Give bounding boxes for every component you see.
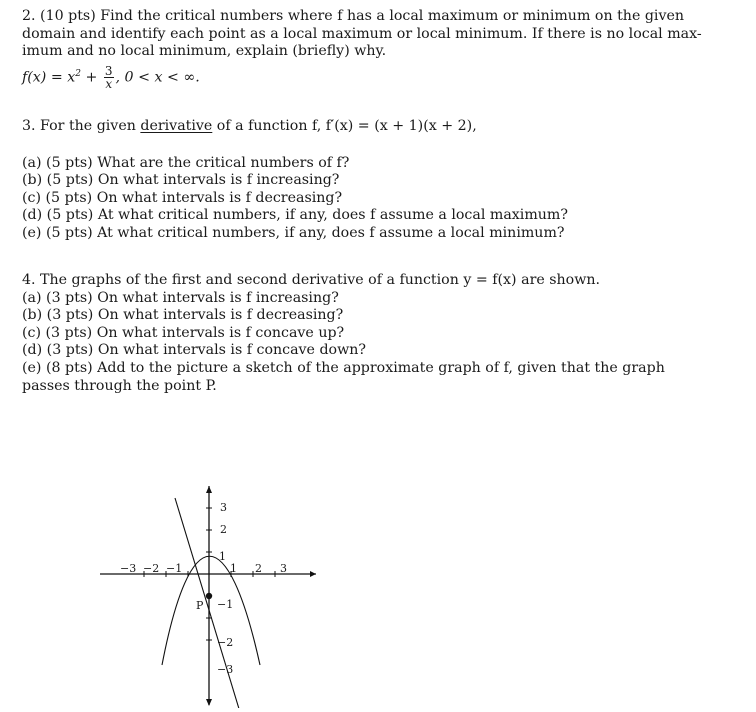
x-tick-label: −3 (120, 562, 137, 575)
q2-func-domain: , 0 < x < ∞. (115, 69, 200, 86)
q4-intro: 4. The graphs of the first and second derivative of a function y = f(x) are shown. (22, 272, 601, 288)
question-3 (22, 118, 722, 243)
x-tick-label: 1 (230, 562, 237, 575)
derivative-graph (100, 480, 320, 708)
y-tick-label: 1 (219, 550, 226, 563)
q4-part-a: (a) (3 pts) On what intervals is f increasing? (22, 289, 339, 306)
x-tick-label: −2 (143, 562, 160, 575)
y-axis-arrow-up (206, 486, 212, 493)
y-tick-label: −1 (217, 598, 234, 611)
y-axis-arrow-down (206, 699, 212, 706)
q2-func-plus: + (80, 69, 102, 86)
q3-intro (22, 118, 722, 136)
q3-part-d: (d) (5 pts) At what critical numbers, if any, does f assume a local maximum? (22, 207, 568, 224)
q3-intro-underlined: derivative (140, 118, 213, 134)
q4-part-e: (e) (8 pts) Add to the picture a sketch of the approximate graph of f, given that the graph (22, 359, 665, 376)
q3-part-b: (b) (5 pts) On what intervals is f increasing? (22, 172, 340, 189)
x-tick-label: 2 (255, 562, 262, 575)
q4-part-c: (c) (3 pts) On what intervals is f concave up? (22, 324, 345, 341)
x-axis-arrow (310, 571, 316, 577)
y-tick-label: 2 (220, 523, 227, 536)
y-tick-label: −3 (217, 663, 234, 676)
q3-part-a: (a) (5 pts) What are the critical numbers of f? (22, 154, 350, 171)
point-p-marker (206, 593, 212, 599)
q2-function (22, 65, 722, 90)
x-tick-label: −1 (166, 562, 183, 575)
q4-part-d: (d) (3 pts) On what intervals is f concave down? (22, 342, 366, 359)
y-tick-label: −2 (217, 636, 234, 649)
q2-fraction (104, 65, 114, 90)
question-4 (22, 272, 722, 395)
point-p-label: P (196, 599, 204, 612)
q2-line-3: imum and no local minimum, explain (briefly) why. (22, 43, 387, 60)
q2-line-1: 2. (10 pts) Find the critical numbers where f has a local maximum or minimum on the given (22, 8, 685, 24)
q4-part-e-cont: passes through the point P. (22, 377, 217, 394)
q2-frac-den: x (105, 76, 113, 91)
q3-intro-pre: 3. For the given (22, 118, 141, 134)
q3-part-e: (e) (5 pts) At what critical numbers, if any, does f assume a local minimum? (22, 224, 565, 241)
q2-func-exponent: 2 (75, 68, 81, 79)
q3-part-c: (c) (5 pts) On what intervals is f decreasing? (22, 189, 343, 206)
q2-line-2: domain and identify each point as a local maximum or local minimum. If there is no local max- (22, 25, 702, 42)
q2-frac-num: 3 (104, 63, 113, 78)
x-tick-label: 3 (280, 562, 287, 575)
y-tick-label: 3 (220, 501, 227, 514)
question-2 (22, 8, 722, 90)
q2-func-lhs: f(x) = x (22, 69, 76, 86)
q3-intro-post: of a function f, f′(x) = (x + 1)(x + 2), (212, 118, 477, 134)
q4-part-b: (b) (3 pts) On what intervals is f decreasing? (22, 307, 344, 324)
